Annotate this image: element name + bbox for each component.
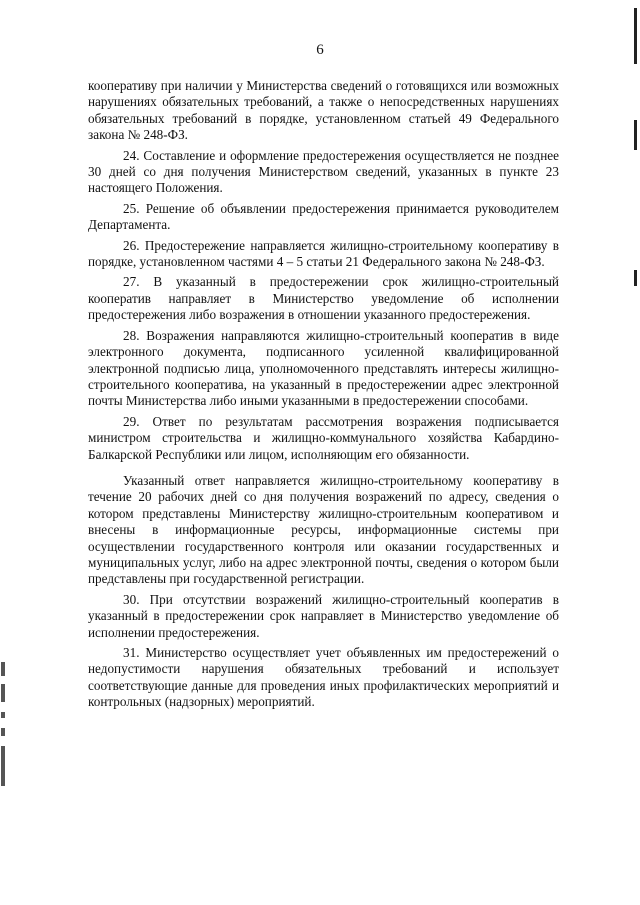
scan-margin-marks (0, 662, 8, 792)
paragraph-26: 26. Предостережение направляется жилищно-строительному кооперативу в порядке, установленном частями 4 – 5 статьи 21 Федерального закона № 248-ФЗ. (88, 237, 559, 270)
paragraph-24: 24. Составление и оформление предостережения осуществляется не позднее 30 дней со дня получения Министерством сведений, указанных в пункте 23 настоящего Положения. (88, 147, 559, 196)
page-number: 6 (316, 42, 324, 58)
paragraph-25: 25. Решение об объявлении предостережения принимается руководителем Департамента. (88, 200, 559, 233)
paragraph-27: 27. В указанный в предостережении срок жилищно-строительный кооператив направляет в Министерство уведомление об исполнении предостережения либо возражения в отношении указанного предостережения. (88, 274, 559, 323)
paragraph-30: 30. При отсутствии возражений жилищно-строительный кооператив в указанный в предостережении срок направляет в Министерство уведомление об исполнении предостережения. (88, 591, 559, 640)
paragraph-29-answer: Указанный ответ направляется жилищно-строительному кооперативу в течение 20 рабочих дней со дня получения возражений по адресу, сведения о котором представлены Министерству жилищно-строительным кооперативом и внесены в информационные ресурсы, информационные системы при осуществлении государственного контроля или оказании государственных и муниципальных услуг, либо на адрес электронной почты, сведения о котором были представлены при государственной регистрации. (88, 472, 559, 587)
scan-edge-line (634, 120, 637, 150)
paragraph-28: 28. Возражения направляются жилищно-строительный кооператив в виде электронного документа, подписанного усиленной квалифицированной электронной подписью лица, уполномоченного представлять интересы жилищно-строительного кооператива, на указанный в предостережении адрес электронной почты Министерства либо иными указанными в предостережении способами. (88, 327, 559, 409)
scan-edge-line (634, 270, 637, 286)
scan-edge-line (634, 8, 637, 64)
paragraph-29: 29. Ответ по результатам рассмотрения возражения подписывается министром строительства и жилищно-коммунального хозяйства Кабардино-Балкарской Республики или лицом, исполняющим его обязанности. (88, 413, 559, 462)
document-body (88, 78, 559, 715)
paragraph-31: 31. Министерство осуществляет учет объявленных им предостережений о недопустимости нарушения обязательных требований и использует соответствующие данные для проведения иных профилактических мероприятий и контрольных (надзорных) мероприятий. (88, 645, 559, 710)
paragraph-23-continuation: кооперативу при наличии у Министерства сведений о готовящихся или возможных нарушениях обязательных требований, а также о непосредственных нарушениях обязательных требований в порядке, установленном статьей 49 Федерального закона № 248-ФЗ. (88, 78, 559, 143)
